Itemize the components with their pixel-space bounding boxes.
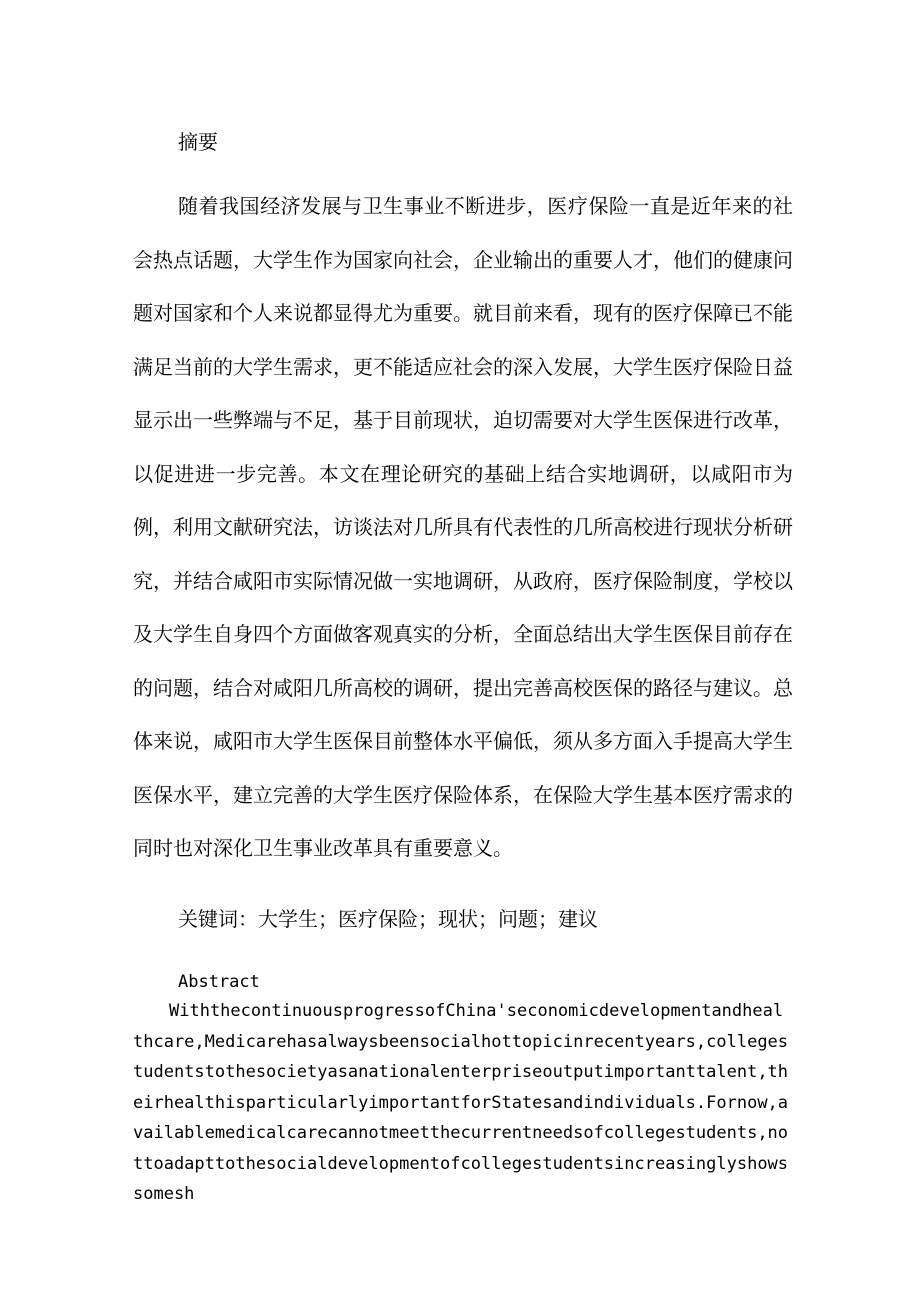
keywords-line: 关键词：大学生；医疗保险；现状；问题；建议: [178, 907, 598, 931]
abstract-body-chinese: 随着我国经济发展与卫生事业不断进步，医疗保险一直是近年来的社会热点话题，大学生作为国家向社会，企业输出的重要人才，他们的健康问题对国家和个人来说都显得尤为重要。就目前来看，现有的医疗保障已不能满足当前的大学生需求，更不能适应社会的深入发展，大学生医疗保险日益显示出一些弊端与不足，基于目前现状，迫切需要对大学生医保进行改革，以促进进一步完善。本文在理论研究的基础上结合实地调研，以咸阳市为例，利用文献研究法，访谈法对几所具有代表性的几所高校进行现状分析研究，并结合咸阳市实际情况做一实地调研，从政府，医疗保险制度，学校以及大学生自身四个方面做客观真实的分析，全面总结出大学生医保目前存在的问题，结合对咸阳几所高校的调研，提出完善高校医保的路径与建议。总体来说，咸阳市大学生医保目前整体水平偏低，须从多方面入手提高大学生医保水平，建立完善的大学生医疗保险体系，在保险大学生基本医疗需求的同时也对深化卫生事业改革具有重要意义。: [133, 194, 793, 860]
abstract-title-chinese: 摘要: [178, 130, 218, 154]
abstract-title-english: Abstract: [178, 972, 260, 992]
abstract-body-english: WiththecontinuousprogressofChina'seconomicdevelopmentandhealthcare,Medicarehasalwaysbeensocialhottopicinrecentyears,collegestudentstothesocietyasanationalenterpriseoutputimportanttalent,theirhealthisparticularlyimportantforStatesandindividuals.Fornow,availablemedicalcarecannotmeetthecurrentneedsofcollegestudents,nottoadapttothesocialdevelopmentofcollegestudentsincreasinglyshowssomesh: [133, 1001, 789, 1204]
